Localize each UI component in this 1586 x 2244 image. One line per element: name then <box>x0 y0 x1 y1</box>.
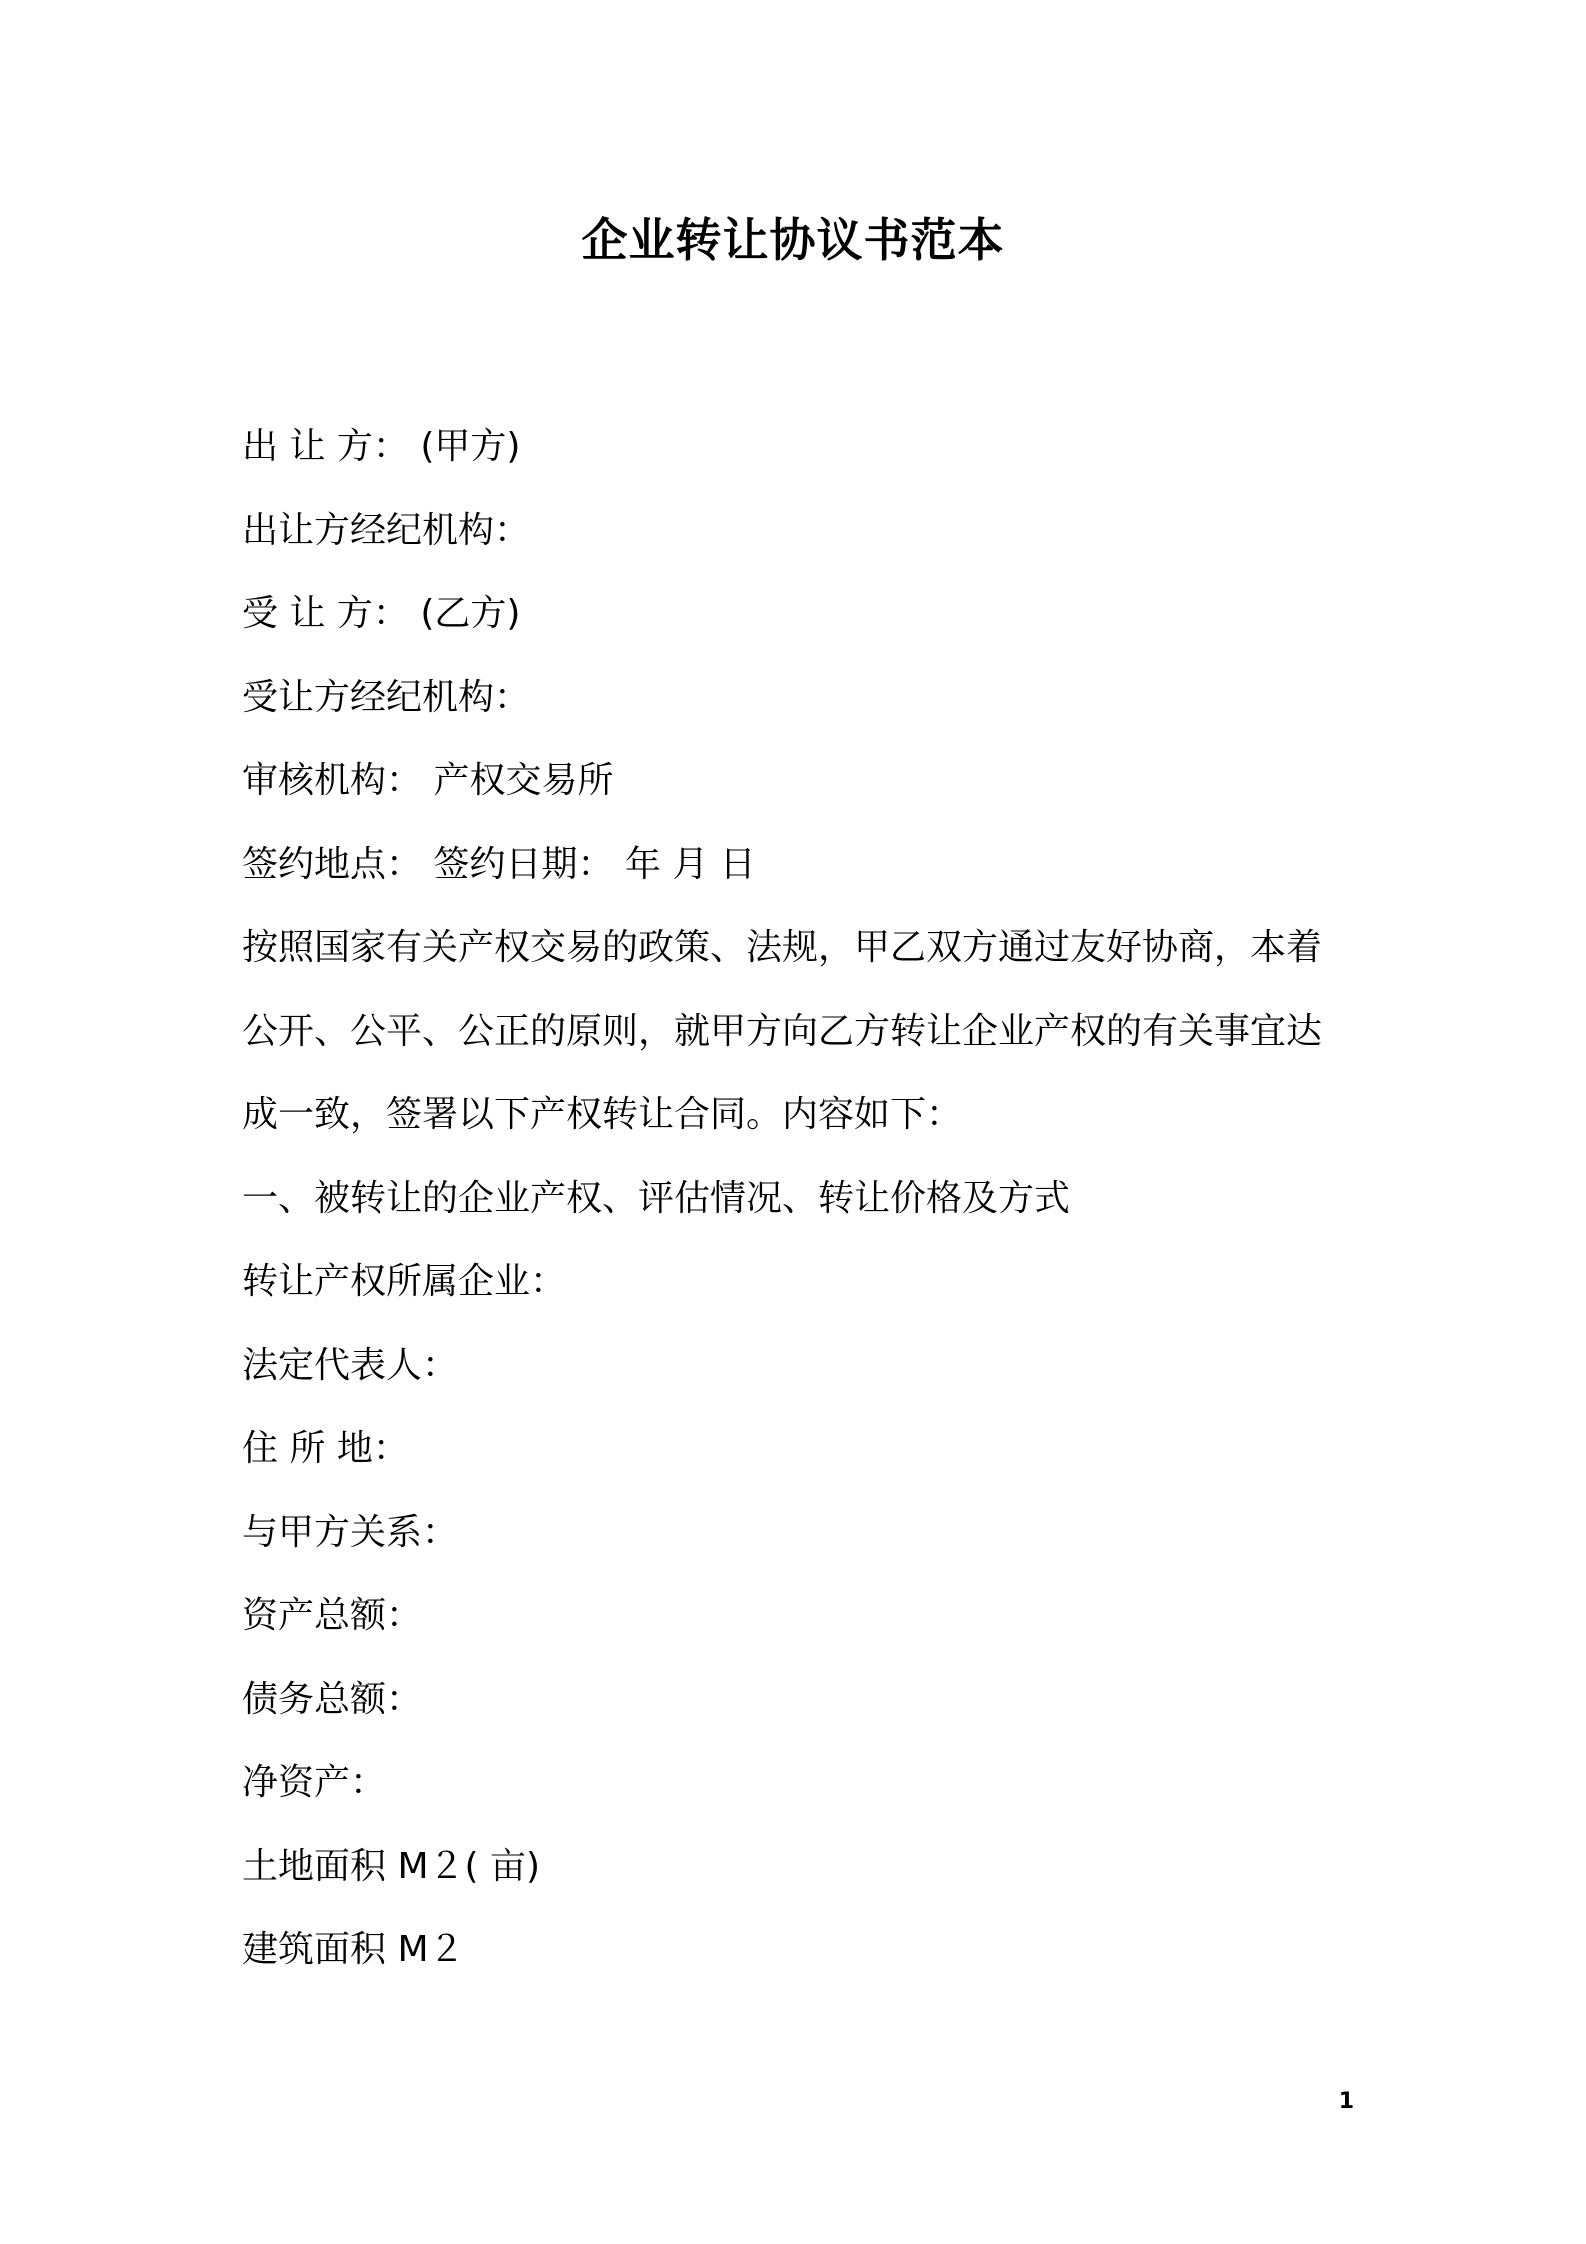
relationship-line: 与甲方关系： <box>242 1511 459 1553</box>
party-transferor-line: 出 让 方： (甲方) <box>242 426 521 467</box>
document-body <box>242 405 1362 1992</box>
signing-place-date-line: 签约地点： 签约日期： 年 月 日 <box>242 843 756 885</box>
total-debts-line: 债务总额： <box>242 1678 423 1720</box>
total-assets-line: 资产总额： <box>242 1595 423 1636</box>
enterprise-line: 转让产权所属企业： <box>242 1261 567 1302</box>
legal-representative-line: 法定代表人： <box>242 1344 459 1386</box>
document-title: 企业转让协议书范本 <box>581 213 1005 267</box>
building-area-line: 建筑面积 M２ <box>242 1929 465 1970</box>
party-transferee-line: 受 让 方： (乙方) <box>242 593 521 634</box>
net-assets-line: 净资产： <box>242 1762 387 1803</box>
section-heading-1: 一、被转让的企业产权、评估情况、转让价格及方式 <box>242 1177 1071 1219</box>
land-area-line: 土地面积 M２( 亩) <box>242 1845 541 1887</box>
transferor-agency-line: 出让方经纪机构： <box>242 509 531 551</box>
domicile-line: 住 所 地： <box>242 1428 409 1469</box>
preamble-line-3: 成一致，签署以下产权转让合同。内容如下： <box>242 1094 963 1135</box>
preamble-line-2: 公开、公平、公正的原则，就甲方向乙方转让企业产权的有关事宜达 <box>242 1010 1323 1052</box>
page-number: 1 <box>1338 2089 1354 2114</box>
review-agency-line: 审核机构： 产权交易所 <box>242 760 614 801</box>
transferee-agency-line: 受让方经纪机构： <box>242 676 531 718</box>
preamble-line-1: 按照国家有关产权交易的政策、法规，甲乙双方通过友好协商，本着 <box>242 927 1323 968</box>
